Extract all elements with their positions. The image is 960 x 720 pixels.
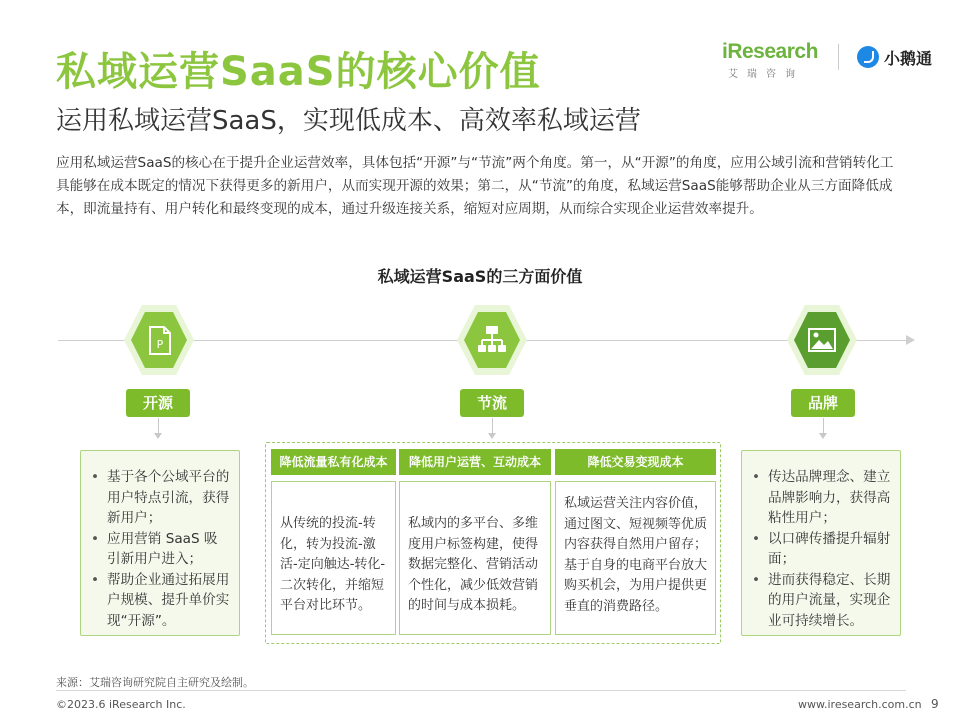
intro-paragraph: 应用私域运营SaaS的核心在于提升企业运营效率，具体包括“开源”与“节流”两个角度。第一，从“开源”的角度，应用公域引流和营销转化工具能够在成本既定的情况下获得更多的新用户，从而实现开源的效果；第二，从“节流”的角度，私域运营SaaS能够帮助企业从三方面降低成本，即流量持有、用户转化和最终变现的成本，通过升级连接关系，缩短对应周期，从而综合实现企业运营效率提升。	[56, 155, 894, 217]
list-item: • 帮助企业通过拓展用户规模、提升单价实现“开源”。	[85, 570, 231, 632]
list-item: • 以口碑传播提升辐射面；	[746, 529, 892, 570]
timeline-arrow-icon	[906, 335, 915, 345]
cost-card-user-ops: 私域内的多平台、多维度用户标签构建，使得数据完整化、营销活动个性化，减少低效营销的时间与成本损耗。	[399, 481, 551, 635]
page-number: 9	[931, 697, 939, 711]
node-label-kaiyuan: 开源	[126, 389, 190, 417]
pinpai-card	[741, 450, 901, 636]
list-item: • 基于各个公域平台的用户特点引流，获得新用户；	[85, 467, 231, 529]
kaiyuan-list	[85, 467, 231, 631]
page-subtitle: 运用私域运营SaaS，实现低成本、高效率私域运营	[56, 106, 641, 136]
source-note: 来源：艾瑞咨询研究院自主研究及绘制。	[56, 676, 254, 689]
arrow-down-icon	[819, 433, 827, 439]
iresearch-logo-cn: 艾瑞咨询	[728, 69, 804, 80]
footer-divider	[56, 690, 906, 691]
partner-logo-icon	[857, 46, 879, 68]
list-item: • 应用营销 SaaS 吸引新用户进入；	[85, 529, 231, 570]
logo-divider	[838, 44, 839, 70]
node-pinpai-badge	[785, 303, 859, 377]
connector-middle	[492, 418, 493, 434]
node-jieliu-badge	[455, 303, 529, 377]
cost-card-monetization: 私域运营关注内容价值，通过图文、短视频等优质内容获得自然用户留存； 基于自身的电商平台放大购买机会，为用户提供更垂直的消费路径。	[555, 481, 716, 635]
diagram-title: 私域运营SaaS的三方面价值	[377, 267, 583, 286]
arrow-down-icon	[154, 433, 162, 439]
node-label-pinpai: 品牌	[791, 389, 855, 417]
cost-heading-monetization: 降低交易变现成本	[555, 449, 716, 475]
partner-logo-text: 小鹅通	[884, 48, 933, 68]
partner-logo	[857, 44, 932, 70]
connector-left	[158, 418, 159, 434]
list-item: • 进而获得稳定、长期的用户流量，实现企业可持续增长。	[746, 570, 892, 632]
list-item: • 传达品牌理念、建立品牌影响力，获得高粘性用户；	[746, 467, 892, 529]
copyright: ©2023.6 iResearch Inc.	[56, 698, 186, 711]
pinpai-list	[746, 467, 892, 631]
iresearch-logo-text: iResearch	[722, 40, 818, 63]
iresearch-logo	[722, 40, 822, 80]
cost-card-traffic: 从传统的投流-转化，转为投流-激活-定向触达-转化-二次转化，并缩短平台对比环节。	[271, 481, 396, 635]
connector-right	[823, 418, 824, 434]
node-label-jieliu: 节流	[460, 389, 524, 417]
website-link[interactable]: www.iresearch.com.cn	[798, 698, 922, 711]
svg-text:P: P	[156, 338, 164, 351]
node-kaiyuan-badge	[122, 303, 196, 377]
page-title: 私域运营SaaS的核心价值	[56, 49, 541, 95]
kaiyuan-card	[80, 450, 240, 636]
arrow-down-icon	[488, 433, 496, 439]
cost-heading-user-ops: 降低用户运营、互动成本	[399, 449, 551, 475]
cost-heading-traffic: 降低流量私有化成本	[271, 449, 396, 475]
